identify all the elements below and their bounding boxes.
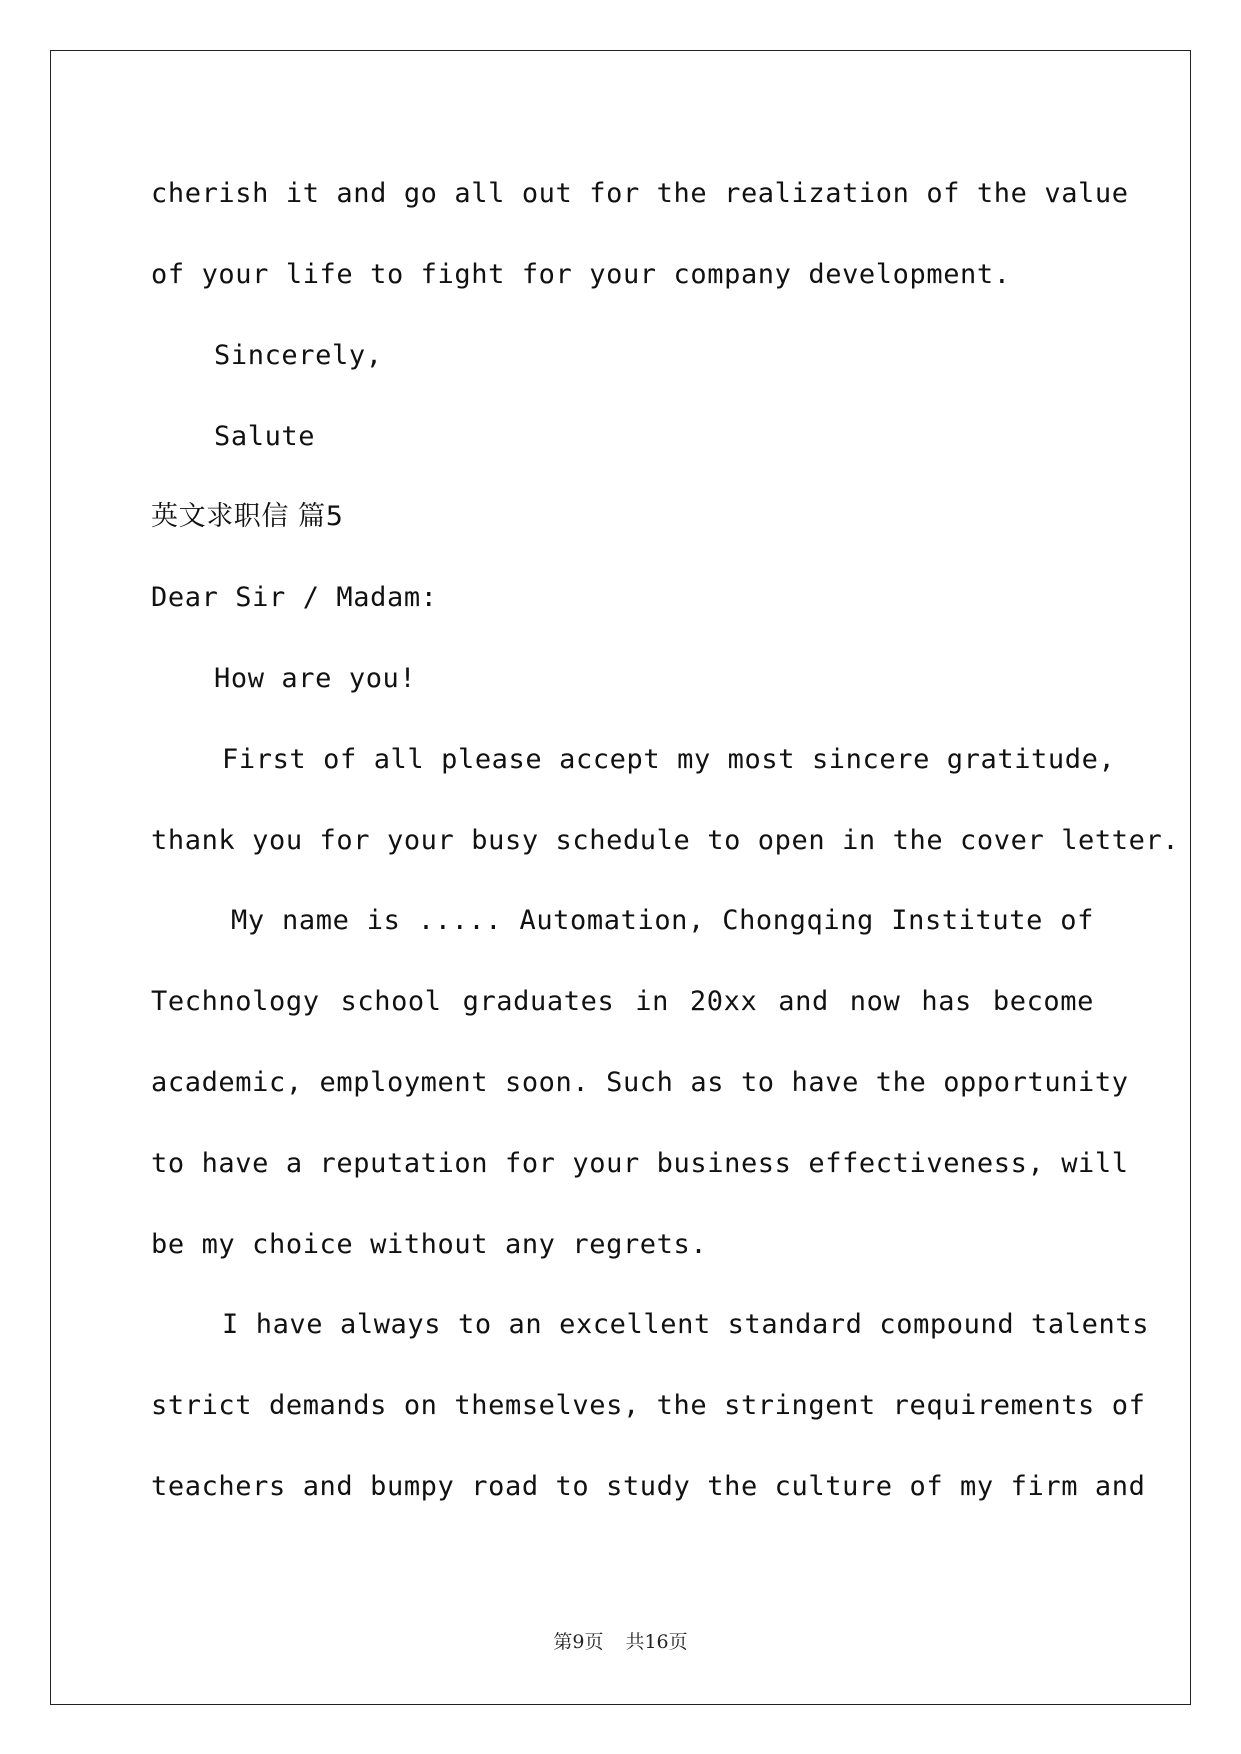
body-line: thank you for your busy schedule to open in the cover letter. [151,825,1180,856]
salutation: Dear Sir / Madam: [151,582,438,613]
body-line: teachers and bumpy road to study the culture of my firm and [151,1471,1146,1502]
page-footer [0,1630,1241,1654]
page-number: 第9页 [553,1631,604,1653]
body-line: I have always to an excellent standard compound talents [222,1309,1150,1340]
body-line: First of all please accept my most sincere gratitude, [222,744,1116,775]
body-line: My name is ..... Automation, Chongqing Institute of [231,905,1094,936]
page-total: 共16页 [625,1631,688,1653]
section-heading: 英文求职信 篇5 [151,501,344,532]
closing-salute: Salute [214,421,316,452]
body-line: to have a reputation for your business effectiveness, will [151,1148,1129,1179]
body-line: academic, employment soon. Such as to have the opportunity [151,1067,1129,1098]
body-line: Technology school graduates in 20xx and now has become [151,986,1094,1017]
body-line: be my choice without any regrets. [151,1229,708,1260]
greeting: How are you! [214,663,417,694]
page-border [50,50,1191,1705]
body-line: cherish it and go all out for the realization of the value [151,178,1129,209]
body-line: strict demands on themselves, the stringent requirements of [151,1390,1146,1421]
closing-sincerely: Sincerely, [214,340,383,371]
body-line: of your life to fight for your company development. [151,259,1011,290]
